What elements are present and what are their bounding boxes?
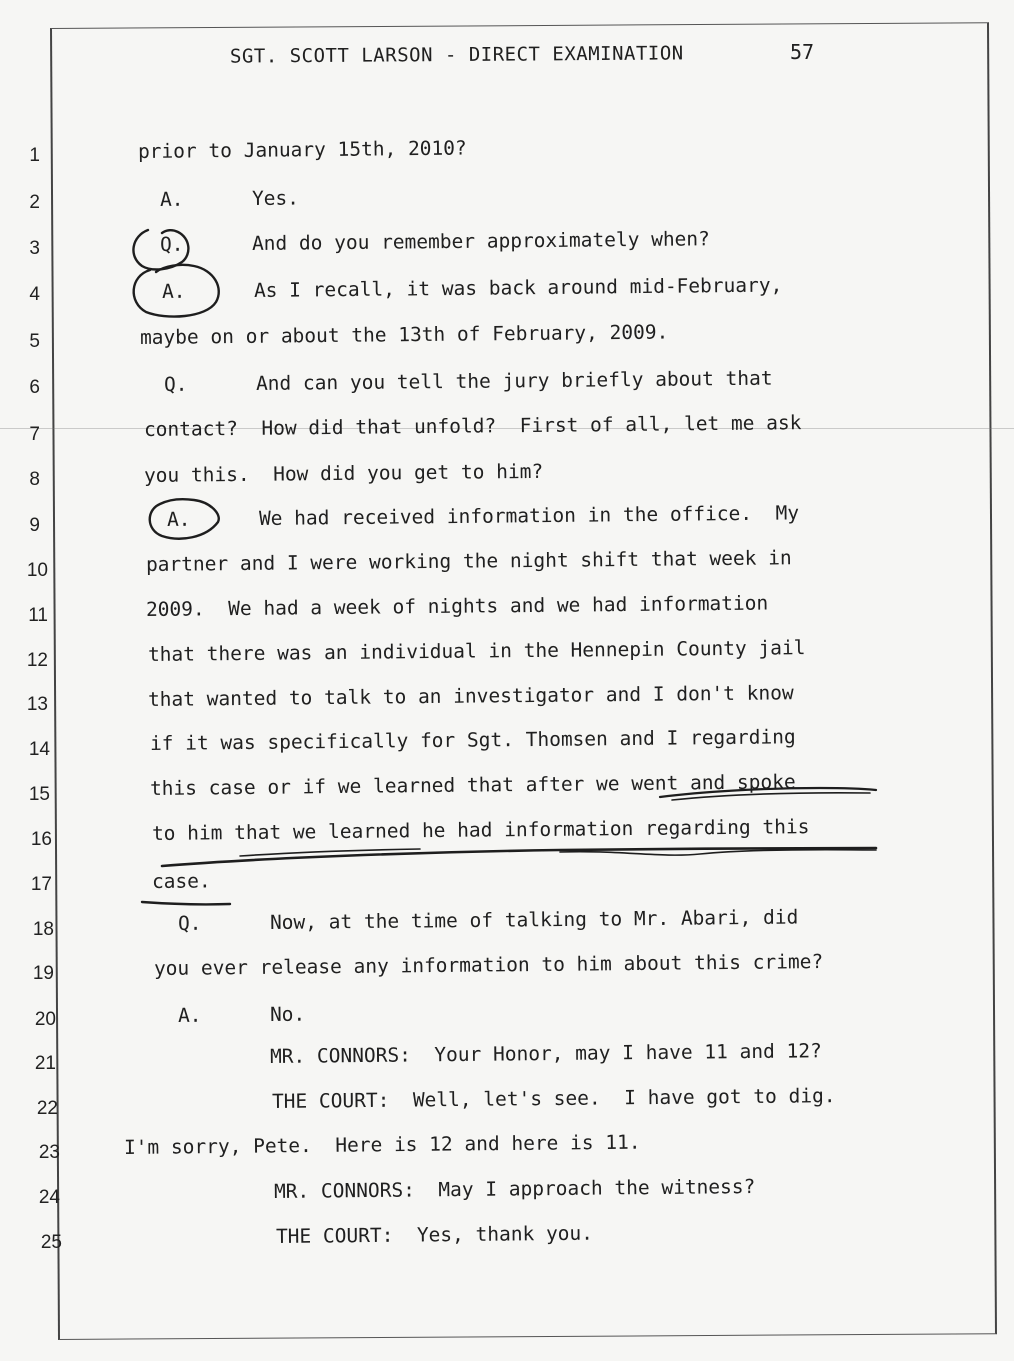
line-text: case.	[151, 869, 211, 893]
line-text: to him that we learned he had information regarding this	[151, 815, 810, 845]
line-number: 20	[34, 1009, 56, 1030]
line-number: 7	[29, 424, 40, 445]
line-number: 8	[29, 469, 40, 490]
line-text: MR. CONNORS: Your Honor, may I have 11 and 12?	[269, 1039, 822, 1068]
line-text: I'm sorry, Pete. Here is 12 and here is 11.	[123, 1130, 641, 1159]
transcript-line	[152, 869, 211, 893]
speaker-label: A.	[177, 1003, 202, 1027]
speaker-label: A.	[161, 279, 186, 303]
line-number: 22	[36, 1098, 58, 1119]
line-text: contact? How did that unfold? First of all, let me ask	[143, 411, 802, 441]
line-text: 2009. We had a week of nights and we had information	[145, 591, 769, 621]
line-number: 12	[26, 650, 48, 671]
transcript-line	[144, 460, 543, 487]
speaker-label: Q.	[177, 911, 202, 935]
speaker-label: A.	[159, 187, 184, 211]
line-text: As I recall, it was back around mid-February,	[253, 273, 783, 303]
line-text: prior to January 15th, 2010?	[137, 136, 467, 163]
line-text: maybe on or about the 13th of February, 2009.	[139, 320, 669, 349]
line-number: 15	[28, 784, 50, 805]
line-number: 21	[34, 1053, 56, 1074]
speaker-label: A.	[166, 507, 191, 531]
transcript-line	[178, 1003, 305, 1027]
line-number: 2	[29, 192, 40, 213]
line-text: Yes.	[251, 186, 300, 211]
line-text: And can you tell the jury briefly about that	[255, 366, 773, 396]
line-number: 11	[28, 605, 48, 626]
line-number: 4	[29, 284, 40, 305]
line-number: 6	[29, 377, 40, 398]
line-text: Now, at the time of talking to Mr. Abari, did	[269, 905, 799, 935]
line-number: 25	[40, 1232, 62, 1253]
line-text: partner and I were working the night shift that week in	[145, 546, 792, 576]
line-text: We had received information in the office. My	[258, 501, 800, 531]
line-number: 17	[30, 874, 52, 895]
line-number: 14	[28, 739, 50, 760]
line-number: 19	[32, 963, 54, 984]
line-text: THE COURT: Well, let's see. I have got to dig.	[271, 1084, 836, 1113]
line-number: 3	[29, 238, 40, 259]
line-number: 9	[29, 515, 40, 536]
line-text: this case or if we learned that after we went and spoke	[149, 770, 796, 800]
line-number: 24	[38, 1187, 60, 1208]
line-text: MR. CONNORS: May I approach the witness?	[273, 1174, 756, 1203]
line-text: you ever release any information to him about this crime?	[153, 949, 824, 980]
page-header-title: SGT. SCOTT LARSON - DIRECT EXAMINATION	[229, 42, 684, 68]
line-number: 5	[29, 331, 40, 352]
line-number: 16	[30, 829, 52, 850]
line-text: THE COURT: Yes, thank you.	[275, 1221, 594, 1248]
speaker-label: Q.	[163, 372, 188, 396]
line-text: you this. How did you get to him?	[143, 459, 544, 487]
page-number: 57	[790, 40, 815, 64]
transcript-line	[138, 137, 467, 163]
line-text: if it was specifically for Sgt. Thomsen and I regarding	[149, 725, 796, 755]
line-number: 13	[26, 694, 48, 715]
line-text: that there was an individual in the Hennepin County jail	[147, 636, 806, 666]
line-text: No.	[269, 1002, 306, 1027]
line-number: 23	[38, 1142, 60, 1163]
transcript-line	[276, 1222, 593, 1248]
line-number: 1	[29, 145, 40, 166]
line-number: 18	[32, 919, 54, 940]
line-text: that wanted to talk to an investigator and I don't know	[147, 681, 794, 711]
transcript-line	[160, 187, 299, 211]
line-number: 10	[26, 560, 48, 581]
line-text: And do you remember approximately when?	[251, 227, 710, 256]
speaker-label: Q.	[159, 232, 184, 256]
